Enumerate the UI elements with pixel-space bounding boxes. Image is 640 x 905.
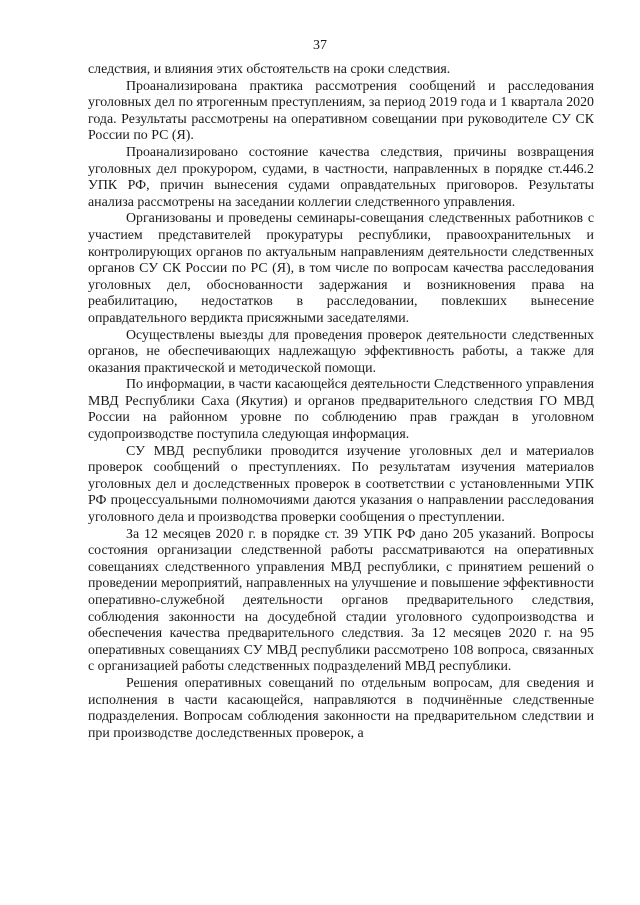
paragraph-7: СУ МВД республики проводится изучение уголовных дел и материалов проверок сообщений о преступлениях. По результатам изучения материалов уголовных дел и доследственных проверок в соответствии с установленными УПК РФ процессуальными полномочиями даются указания о направлении расследования уголовного дела и производства проверки сообщения о преступлении.: [88, 443, 594, 526]
paragraph-4: Организованы и проведены семинары-совещания следственных работников с участием представителей прокуратуры республики, правоохранительных и контролирующих органов по актуальным направлениям деятельности следственных органов СУ СК России по РС (Я), в том числе по вопросам качества расследования уголовных дел, обоснованности задержания и возникновения права на реабилитацию, недостатков в расследовании, повлекших вынесение оправдательного вердикта присяжными заседателями.: [88, 211, 594, 326]
paragraph-3: Проанализировано состояние качества следствия, причины возвращения уголовных дел прокурором, судами, в частности, направленных в порядке ст.446.2 УПК РФ, причин вынесения судами оправдательных приговоров. Результаты анализа рассмотрены на заседании коллегии следственного управления.: [88, 144, 594, 210]
paragraph-2: Проанализирована практика рассмотрения сообщений и расследования уголовных дел по ятрогенным преступлениям, за период 2019 года и 1 квартала 2020 года. Результаты рассмотрены на оперативном совещании при руководителе СУ СК России по РС (Я).: [88, 78, 594, 144]
paragraph-5: Осуществлены выезды для проведения проверок деятельности следственных органов, не обеспечивающих надлежащую эффективность работы, а также для оказания практической и методической помощи.: [88, 327, 594, 376]
paragraph-1: следствия, и влияния этих обстоятельств на сроки следствия.: [88, 62, 451, 77]
paragraph-8: За 12 месяцев 2020 г. в порядке ст. 39 УПК РФ дано 205 указаний. Вопросы состояния организации следственной работы рассматриваются на оперативных совещаниях следственного управления МВД республики, с принятием решений о проведении мероприятий, направленных на улучшение и повышение эффективности оперативно-служебной деятельности органов предварительного следствия, соблюдения законности на досудебной стадии уголовного судопроизводства и обеспечения качества предварительного следствия. За 12 месяцев 2020 г. на 95 оперативных совещаниях СУ МВД республики рассмотрено 108 вопроса, связанных с организацией работы следственных подразделений МВД республики.: [88, 526, 594, 675]
document-body: [88, 62, 594, 742]
paragraph-9: Решения оперативных совещаний по отдельным вопросам, для сведения и исполнения в части касающейся, направляются в подчинённые следственные подразделения. Вопросам соблюдения законности на предварительном следствии и при производстве доследственных проверок, а: [88, 675, 594, 741]
page-number: 37: [313, 38, 327, 53]
paragraph-6: По информации, в части касающейся деятельности Следственного управления МВД Республики Саха (Якутия) и органов предварительного следствия ГО МВД России на районном уровне по соблюдению прав граждан в уголовном судопроизводстве поступила следующая информация.: [88, 377, 594, 443]
